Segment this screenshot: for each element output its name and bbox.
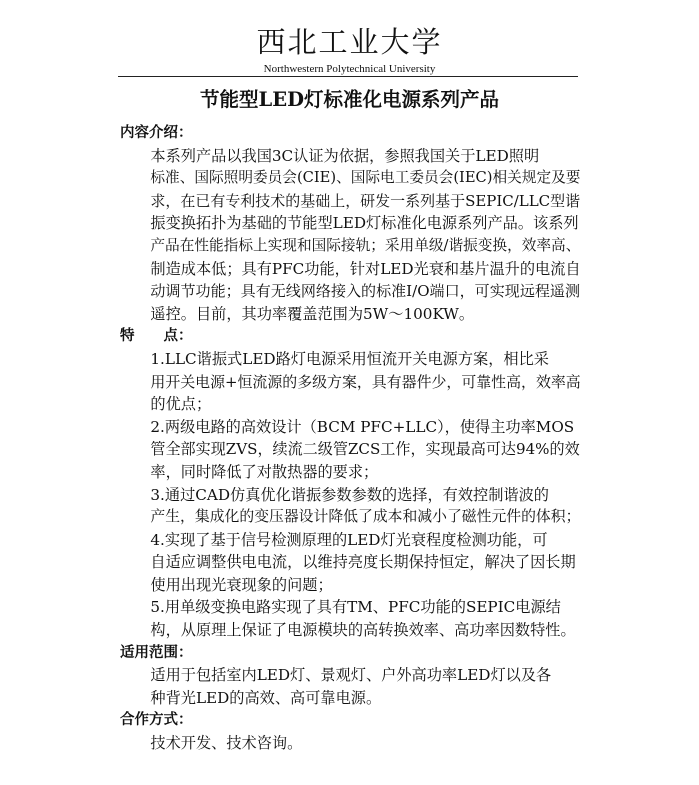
- university-name-cn: 西北工业大学: [256, 25, 443, 59]
- text-line: 适用于包括室内LED灯、景观灯、户外高功率LED灯以及各: [150, 666, 552, 685]
- university-name-en: Northwestern Polytechnical University: [263, 63, 436, 75]
- text-line: 用开关电源+恒流源的多级方案，具有器件少，可靠性高，效率高: [150, 372, 581, 391]
- feature-item-1: [120, 348, 582, 416]
- text-line: 1.LLC谐振式LED路灯电源采用恒流开关电源方案，相比采: [150, 349, 549, 368]
- text-line: 管全部实现ZVS，续流二级管ZCS工作，实现最高可达94%的效: [150, 440, 580, 459]
- text-line: 遥控。目前，其功率覆盖范围为5W～100KW。: [150, 304, 475, 323]
- text-line: 本系列产品以我国3C认证为依据，参照我国关于LED照明: [150, 146, 540, 165]
- feature-item-2: [120, 416, 582, 484]
- text-line: 制造成本低；具有PFC功能，针对LED光衰和基片温升的电流自: [150, 259, 581, 278]
- cooperation-paragraph: [120, 732, 582, 755]
- text-line: 种背光LED的高效、高可靠电源。: [150, 688, 382, 707]
- text-line: 自适应调整供电电流，以维持亮度长期保持恒定，解决了因长期: [150, 553, 576, 572]
- scope-paragraph: [120, 664, 582, 709]
- text-line: 2.两级电路的高效设计（BCM PFC+LLC），使得主功率MOS: [150, 417, 575, 436]
- text-line: 标准、国际照明委员会(CIE)、国际电工委员会(IEC)相关规定及要: [150, 169, 581, 187]
- feature-item-3: [120, 484, 582, 529]
- text-line: 4.实现了基于信号检测原理的LED灯光衰程度检测功能，可: [150, 530, 548, 549]
- intro-paragraph: [120, 145, 582, 326]
- section-heading-cooperation: 合作方式：: [120, 711, 193, 729]
- text-line: 技术开发、技术咨询。: [150, 734, 303, 753]
- section-heading-scope: 适用范围：: [120, 643, 193, 661]
- section-heading-features: 特 点：: [120, 327, 193, 345]
- text-line: 产生，集成化的变压器设计降低了成本和减小了磁性元件的体积；: [150, 508, 581, 526]
- text-line: 率，同时降低了对散热器的要求；: [150, 462, 379, 481]
- text-line: 使用出现光衰现象的问题；: [150, 575, 333, 594]
- text-line: 的优点；: [150, 395, 212, 414]
- text-line: 3.通过CAD仿真优化谐振参数参数的选择，有效控制谐波的: [150, 485, 549, 504]
- text-line: 5.用单级变换电路实现了具有TM、PFC功能的SEPIC电源结: [150, 598, 561, 617]
- header-rule: [118, 76, 578, 77]
- text-line: 动调节功能；具有无线网络接入的标准I/O端口，可实现远程遥测: [150, 282, 581, 301]
- feature-item-5: [120, 596, 582, 641]
- document-body: [120, 122, 582, 755]
- document-title: 节能型LED灯标准化电源系列产品: [200, 88, 499, 111]
- text-line: 产品在性能指标上实现和国际接轨；采用单级/谐振变换，效率高、: [150, 236, 581, 254]
- section-heading-intro: 内容介绍：: [120, 124, 193, 141]
- feature-item-4: [120, 529, 582, 597]
- text-line: 求，在已有专利技术的基础上，研发一系列基于SEPIC/LLC型谐: [150, 191, 581, 210]
- text-line: 振变换拓扑为基础的节能型LED灯标准化电源系列产品。该系列: [150, 214, 579, 233]
- text-line: 构，从原理上保证了电源模块的高转换效率、高功率因数特性。: [150, 621, 576, 640]
